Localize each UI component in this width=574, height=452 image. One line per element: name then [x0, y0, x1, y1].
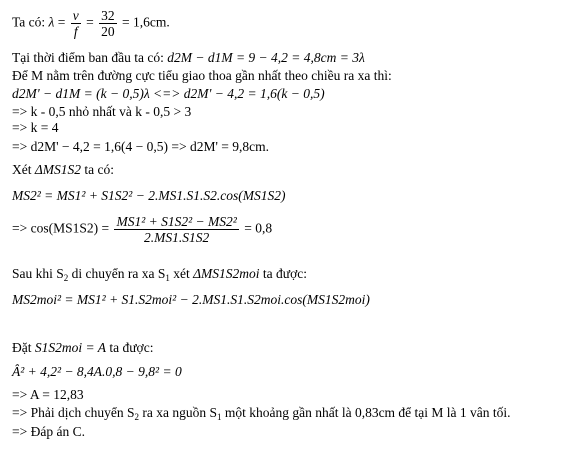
text-segment: ta có:: [81, 162, 115, 177]
equals: =: [82, 14, 98, 30]
lambda-symbol: λ: [48, 14, 55, 30]
triangle-symbol: ΔMS1S2moi: [193, 266, 260, 281]
line-d2m-result: => d2M' − 4,2 = 1,6(4 − 0,5) => d2M' = 9,8cm.: [12, 139, 270, 154]
numerator: MS1² + S1S2² − MS2²: [116, 214, 237, 229]
text-segment: ta được:: [259, 266, 307, 281]
text-segment: xét: [169, 266, 194, 281]
text-segment: Sau khi S: [12, 266, 64, 281]
fraction-v-over-f: [71, 8, 81, 39]
result: = 1,6cm.: [118, 14, 170, 30]
line-initial: [12, 50, 365, 66]
text-segment: ra xa nguồn S: [138, 405, 217, 420]
cos-fraction: [114, 214, 238, 245]
text-segment: => Phải dịch chuyển S: [12, 405, 135, 420]
text-segment: Đặt: [12, 340, 35, 355]
numerator: 32: [101, 8, 115, 23]
fraction-32-over-20: [99, 8, 117, 39]
subscript: 2: [63, 273, 69, 283]
line-after-move: [12, 266, 307, 282]
line-condition: Để M nằm trên đường cực tiểu giao thoa gần nhất theo chiều ra xa thì:: [12, 68, 392, 83]
subscript: 2: [134, 412, 139, 422]
line-equation-k: d2M' − d1M = (k − 0,5)λ <=> d2M' − 4,2 = 1,6(k − 0,5): [12, 86, 325, 101]
subscript: 1: [165, 273, 170, 283]
subscript: 1: [216, 412, 222, 422]
line-triangle: [12, 162, 114, 178]
denominator: 20: [101, 24, 115, 39]
line-cosine-law: MS2² = MS1² + S1S2² − 2.MS1.S1.S2.cos(MS1S2): [12, 188, 286, 203]
equation: d2M − d1M = 9 − 4,2 = 4,8cm = 3λ: [167, 50, 365, 65]
denominator: 2.MS1.S1S2: [144, 230, 210, 245]
line-a-value: => A = 12,83: [12, 387, 84, 402]
text-segment: Ta có:: [12, 14, 49, 30]
line-k-min: => k - 0,5 nhỏ nhất và k - 0,5 > 3: [12, 104, 192, 119]
line-cos-fraction: [12, 214, 272, 245]
line-quadratic: Â² + 4,2² − 8,4A.0,8 − 9,8² = 0: [12, 364, 182, 379]
denominator: f: [73, 24, 78, 39]
line-new-cosine-law: MS2moi² = MS1² + S1.S2moi² − 2.MS1.S1.S2moi.cos(MS1S2moi): [12, 292, 370, 307]
line-conclusion: [12, 405, 511, 421]
line-wavelength: [12, 8, 170, 39]
text-segment: => cos(MS1S2) =: [12, 220, 113, 236]
text-segment: di chuyển ra xa S: [68, 266, 166, 281]
equation: S1S2moi = A: [34, 340, 106, 355]
triangle-symbol: ΔMS1S2: [34, 162, 82, 177]
numerator: v: [72, 8, 79, 23]
line-set-a: [12, 340, 153, 356]
line-k-value: => k = 4: [12, 120, 59, 135]
line-answer: => Đáp án C.: [12, 424, 85, 439]
result: = 0,8: [240, 220, 273, 236]
equals: =: [54, 14, 69, 30]
text-segment: ta được:: [106, 340, 154, 355]
text-segment: một khoảng gần nhất là 0,83cm để tại M là 1 vân tối.: [221, 405, 511, 420]
text-segment: Xét: [12, 162, 35, 177]
text-segment: Tại thời điểm ban đầu ta có:: [12, 50, 168, 65]
